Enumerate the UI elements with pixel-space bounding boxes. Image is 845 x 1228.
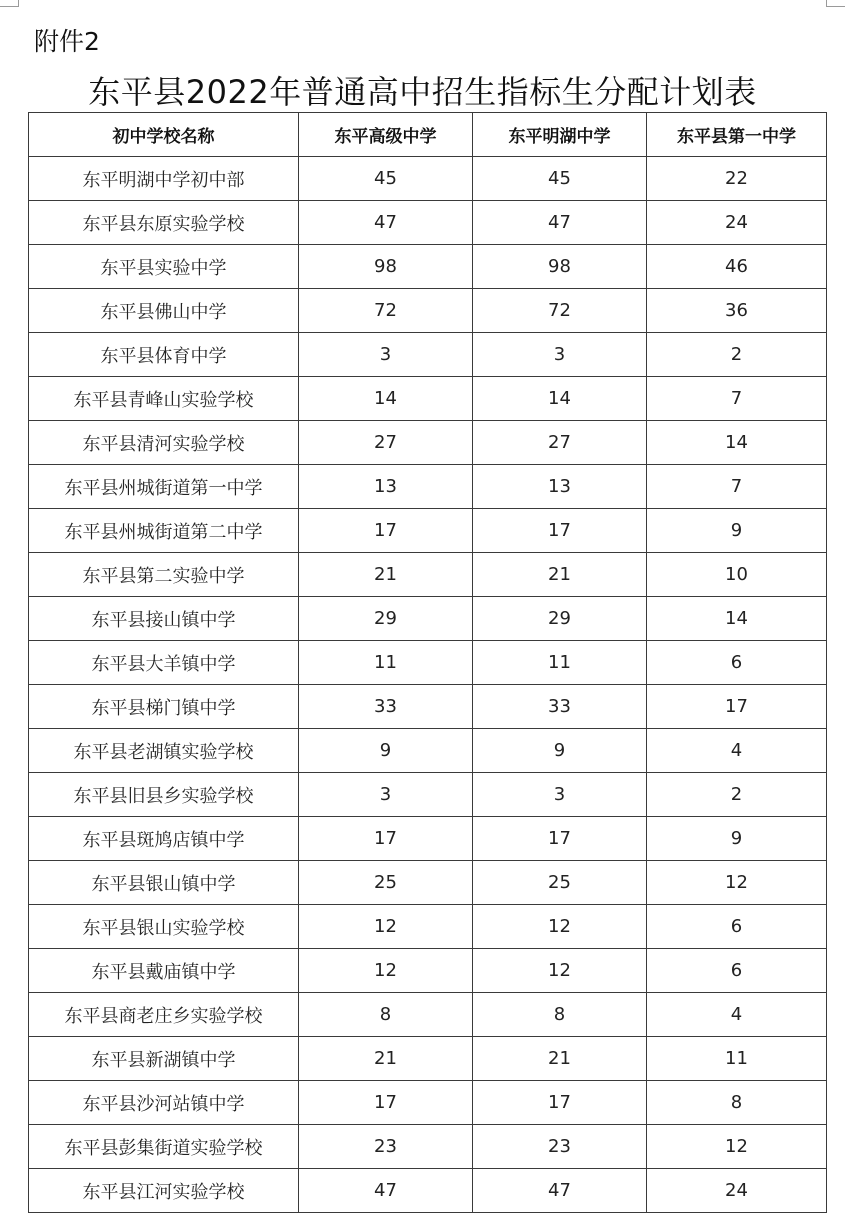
no1-high-quota-cell: 7 xyxy=(647,465,827,509)
minghu-high-quota-cell: 3 xyxy=(473,333,647,377)
senior-high-quota-cell: 14 xyxy=(299,377,473,421)
school-name-cell: 东平县州城街道第二中学 xyxy=(29,509,299,553)
table-row xyxy=(29,729,827,773)
senior-high-quota-cell: 27 xyxy=(299,421,473,465)
table-row xyxy=(29,1169,827,1213)
school-name-cell: 东平县戴庙镇中学 xyxy=(29,949,299,993)
no1-high-quota-cell: 2 xyxy=(647,773,827,817)
senior-high-quota-cell: 47 xyxy=(299,1169,473,1213)
senior-high-quota-cell: 8 xyxy=(299,993,473,1037)
minghu-high-quota-cell: 14 xyxy=(473,377,647,421)
minghu-high-quota-cell: 12 xyxy=(473,905,647,949)
no1-high-quota-cell: 8 xyxy=(647,1081,827,1125)
school-name-cell: 东平县商老庄乡实验学校 xyxy=(29,993,299,1037)
no1-high-quota-cell: 10 xyxy=(647,553,827,597)
page-corner-mark-left xyxy=(0,0,19,7)
school-name-cell: 东平县银山镇中学 xyxy=(29,861,299,905)
minghu-high-quota-cell: 47 xyxy=(473,201,647,245)
school-name-cell: 东平县新湖镇中学 xyxy=(29,1037,299,1081)
minghu-high-quota-cell: 33 xyxy=(473,685,647,729)
table-row xyxy=(29,817,827,861)
no1-high-quota-cell: 24 xyxy=(647,1169,827,1213)
table-row xyxy=(29,1037,827,1081)
attachment-label: 附件2 xyxy=(34,27,100,56)
table-row xyxy=(29,201,827,245)
no1-high-quota-cell: 22 xyxy=(647,157,827,201)
school-name-cell: 东平县沙河站镇中学 xyxy=(29,1081,299,1125)
minghu-high-quota-cell: 72 xyxy=(473,289,647,333)
no1-high-quota-cell: 6 xyxy=(647,905,827,949)
minghu-high-quota-cell: 11 xyxy=(473,641,647,685)
table-row xyxy=(29,377,827,421)
school-name-cell: 东平县东原实验学校 xyxy=(29,201,299,245)
table-row xyxy=(29,421,827,465)
school-name-cell: 东平县彭集街道实验学校 xyxy=(29,1125,299,1169)
senior-high-quota-cell: 98 xyxy=(299,245,473,289)
senior-high-quota-cell: 11 xyxy=(299,641,473,685)
senior-high-quota-cell: 3 xyxy=(299,333,473,377)
no1-high-quota-cell: 36 xyxy=(647,289,827,333)
school-name-cell: 东平县梯门镇中学 xyxy=(29,685,299,729)
minghu-high-quota-cell: 27 xyxy=(473,421,647,465)
senior-high-quota-cell: 25 xyxy=(299,861,473,905)
minghu-high-quota-cell: 23 xyxy=(473,1125,647,1169)
table-row xyxy=(29,289,827,333)
school-name-cell: 东平县斑鸠店镇中学 xyxy=(29,817,299,861)
senior-high-quota-cell: 72 xyxy=(299,289,473,333)
no1-high-quota-cell: 7 xyxy=(647,377,827,421)
header-school-name: 初中学校名称 xyxy=(29,113,299,157)
header-row xyxy=(29,113,827,157)
school-name-cell: 东平明湖中学初中部 xyxy=(29,157,299,201)
page-corner-mark-right xyxy=(826,0,845,7)
no1-high-quota-cell: 6 xyxy=(647,641,827,685)
school-name-cell: 东平县第二实验中学 xyxy=(29,553,299,597)
senior-high-quota-cell: 17 xyxy=(299,1081,473,1125)
no1-high-quota-cell: 12 xyxy=(647,1125,827,1169)
no1-high-quota-cell: 24 xyxy=(647,201,827,245)
school-name-cell: 东平县银山实验学校 xyxy=(29,905,299,949)
table-row xyxy=(29,1125,827,1169)
minghu-high-quota-cell: 13 xyxy=(473,465,647,509)
table-row xyxy=(29,157,827,201)
no1-high-quota-cell: 9 xyxy=(647,817,827,861)
school-name-cell: 东平县接山镇中学 xyxy=(29,597,299,641)
table-row xyxy=(29,641,827,685)
senior-high-quota-cell: 17 xyxy=(299,817,473,861)
school-name-cell: 东平县清河实验学校 xyxy=(29,421,299,465)
senior-high-quota-cell: 21 xyxy=(299,1037,473,1081)
table-row xyxy=(29,553,827,597)
school-name-cell: 东平县老湖镇实验学校 xyxy=(29,729,299,773)
senior-high-quota-cell: 33 xyxy=(299,685,473,729)
school-name-cell: 东平县青峰山实验学校 xyxy=(29,377,299,421)
minghu-high-quota-cell: 21 xyxy=(473,1037,647,1081)
school-name-cell: 东平县江河实验学校 xyxy=(29,1169,299,1213)
minghu-high-quota-cell: 17 xyxy=(473,1081,647,1125)
no1-high-quota-cell: 6 xyxy=(647,949,827,993)
minghu-high-quota-cell: 25 xyxy=(473,861,647,905)
minghu-high-quota-cell: 9 xyxy=(473,729,647,773)
school-name-cell: 东平县大羊镇中学 xyxy=(29,641,299,685)
document-title: 东平县2022年普通高中招生指标生分配计划表 xyxy=(88,73,757,111)
school-name-cell: 东平县州城街道第一中学 xyxy=(29,465,299,509)
senior-high-quota-cell: 21 xyxy=(299,553,473,597)
table-header xyxy=(29,113,827,157)
header-dongping-no1-high: 东平县第一中学 xyxy=(647,113,827,157)
school-name-cell: 东平县实验中学 xyxy=(29,245,299,289)
table-row xyxy=(29,333,827,377)
senior-high-quota-cell: 3 xyxy=(299,773,473,817)
no1-high-quota-cell: 4 xyxy=(647,729,827,773)
no1-high-quota-cell: 14 xyxy=(647,421,827,465)
no1-high-quota-cell: 2 xyxy=(647,333,827,377)
senior-high-quota-cell: 45 xyxy=(299,157,473,201)
no1-high-quota-cell: 12 xyxy=(647,861,827,905)
senior-high-quota-cell: 12 xyxy=(299,905,473,949)
table-row xyxy=(29,597,827,641)
minghu-high-quota-cell: 21 xyxy=(473,553,647,597)
minghu-high-quota-cell: 8 xyxy=(473,993,647,1037)
school-name-cell: 东平县佛山中学 xyxy=(29,289,299,333)
minghu-high-quota-cell: 17 xyxy=(473,509,647,553)
table-row xyxy=(29,993,827,1037)
school-name-cell: 东平县旧县乡实验学校 xyxy=(29,773,299,817)
minghu-high-quota-cell: 29 xyxy=(473,597,647,641)
senior-high-quota-cell: 29 xyxy=(299,597,473,641)
table-row xyxy=(29,905,827,949)
no1-high-quota-cell: 46 xyxy=(647,245,827,289)
table-body xyxy=(29,157,827,1213)
senior-high-quota-cell: 9 xyxy=(299,729,473,773)
no1-high-quota-cell: 4 xyxy=(647,993,827,1037)
table-row xyxy=(29,861,827,905)
school-name-cell: 东平县体育中学 xyxy=(29,333,299,377)
minghu-high-quota-cell: 47 xyxy=(473,1169,647,1213)
no1-high-quota-cell: 14 xyxy=(647,597,827,641)
header-dongping-minghu-high: 东平明湖中学 xyxy=(473,113,647,157)
table-row xyxy=(29,1081,827,1125)
senior-high-quota-cell: 12 xyxy=(299,949,473,993)
no1-high-quota-cell: 9 xyxy=(647,509,827,553)
table-row xyxy=(29,509,827,553)
senior-high-quota-cell: 17 xyxy=(299,509,473,553)
table-row xyxy=(29,245,827,289)
senior-high-quota-cell: 13 xyxy=(299,465,473,509)
no1-high-quota-cell: 11 xyxy=(647,1037,827,1081)
senior-high-quota-cell: 47 xyxy=(299,201,473,245)
header-dongping-senior-high: 东平高级中学 xyxy=(299,113,473,157)
minghu-high-quota-cell: 17 xyxy=(473,817,647,861)
no1-high-quota-cell: 17 xyxy=(647,685,827,729)
minghu-high-quota-cell: 12 xyxy=(473,949,647,993)
minghu-high-quota-cell: 98 xyxy=(473,245,647,289)
table-row xyxy=(29,465,827,509)
table-row xyxy=(29,949,827,993)
table-row xyxy=(29,773,827,817)
minghu-high-quota-cell: 45 xyxy=(473,157,647,201)
allocation-table xyxy=(28,112,827,1213)
minghu-high-quota-cell: 3 xyxy=(473,773,647,817)
senior-high-quota-cell: 23 xyxy=(299,1125,473,1169)
table-row xyxy=(29,685,827,729)
